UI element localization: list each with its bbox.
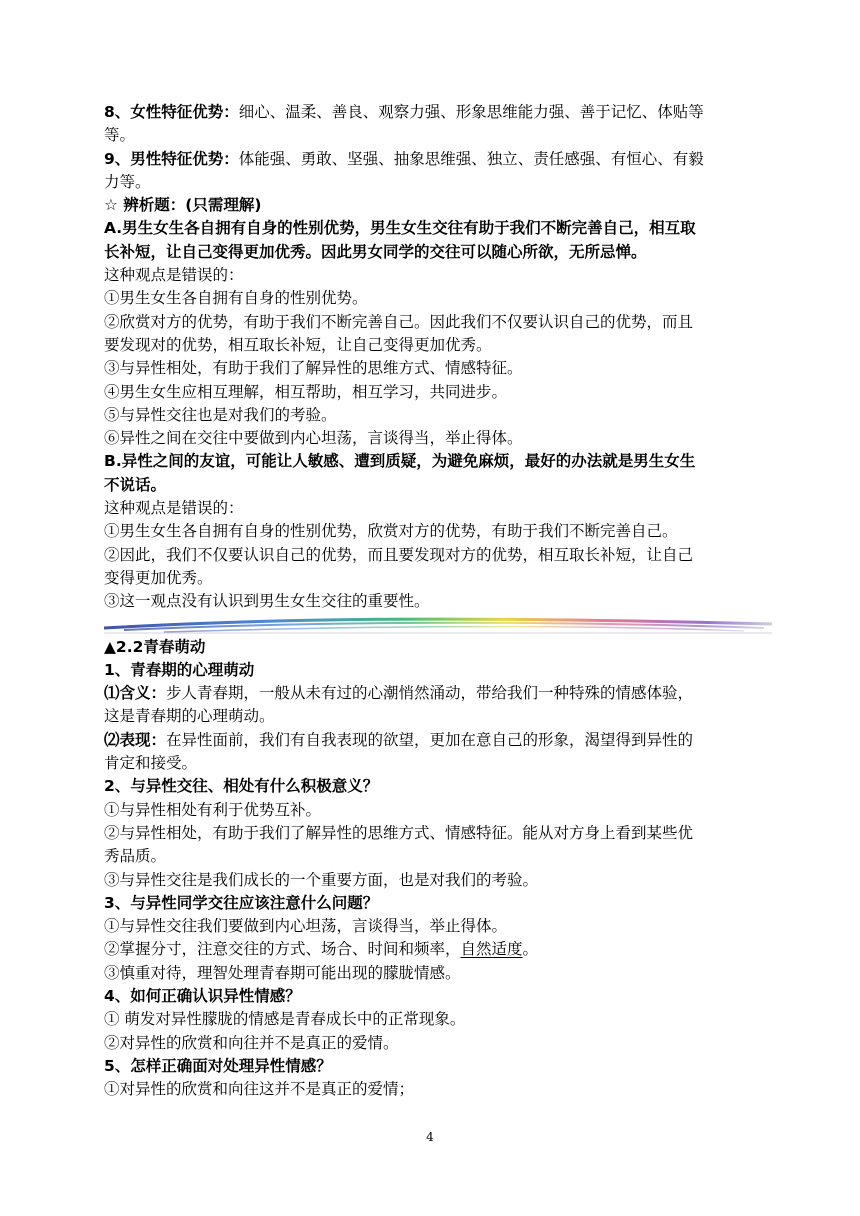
text-line — [104, 1055, 772, 1078]
text-line — [104, 799, 772, 822]
text-line — [104, 171, 772, 194]
body-text: 这种观点是错误的： — [104, 499, 244, 518]
text-line — [104, 334, 772, 357]
text-line — [104, 1078, 772, 1101]
body-text: ②对异性的欣赏和向往并不是真正的爱情。 — [104, 1033, 399, 1052]
text-line — [104, 636, 772, 659]
bold-text: 5、怎样正确面对处理异性情感？ — [104, 1056, 332, 1075]
text-line — [104, 729, 772, 752]
body-text: 等。 — [104, 126, 136, 145]
body-text: 体能强、勇敢、坚强、抽象思维强、独立、责任感强、有恒心、有毅 — [238, 149, 704, 168]
bold-text: ⑴含义： — [104, 684, 167, 703]
body-text: 力等。 — [104, 172, 151, 191]
body-text: ④男生女生应相互理解，相互帮助，相互学习，共同进步。 — [104, 382, 508, 401]
text-line — [104, 659, 772, 682]
text-line — [104, 869, 772, 892]
text-line — [104, 938, 772, 961]
body-text: ③与异性相处，有助于我们了解异性的思维方式、情感特征。 — [104, 359, 523, 378]
bold-text: 不说话。 — [104, 475, 167, 494]
bold-text: 9、男性特征优势： — [104, 149, 239, 168]
body-text: ①与异性相处有利于优势互补。 — [104, 800, 322, 819]
body-text: ⑥异性之间在交往中要做到内心坦荡，言谈得当，举止得体。 — [104, 429, 523, 448]
body-text: ①男生女生各自拥有自身的性别优势，欣赏对方的优势，有助于我们不断完善自己。 — [104, 522, 678, 541]
page-number: 4 — [426, 1130, 434, 1144]
text-line — [104, 148, 772, 171]
text-line — [104, 427, 772, 450]
text-line — [104, 311, 772, 334]
text-line — [104, 497, 772, 520]
text-line — [104, 590, 772, 613]
text-line — [104, 985, 772, 1008]
text-line — [104, 217, 772, 240]
text-line — [104, 892, 772, 915]
body-text: ②与异性相处，有助于我们了解异性的思维方式、情感特征。能从对方身上看到某些优 — [104, 823, 694, 842]
body-text: 这种观点是错误的： — [104, 266, 244, 285]
body-text: 在异性面前，我们有自我表现的欲望，更加在意自己的形象，渴望得到异性的 — [166, 730, 694, 749]
body-text: 要发现对的优势，相互取长补短，让自己变得更加优秀。 — [104, 335, 492, 354]
body-text: ①与异性交往我们要做到内心坦荡，言谈得当，举止得体。 — [104, 917, 508, 936]
body-text: ③这一观点没有认识到男生女生交往的重要性。 — [104, 592, 430, 611]
text-line — [104, 822, 772, 845]
body-text: ②欣赏对方的优势，有助于我们不断完善自己。因此我们不仅要认识自己的优势，而且 — [104, 312, 694, 331]
body-text: ①对异性的欣赏和向往这并不是真正的爱情； — [104, 1080, 415, 1099]
text-line — [104, 474, 772, 497]
section-distinction-questions — [104, 101, 772, 614]
body-text: ⑤与异性交往也是对我们的考验。 — [104, 405, 337, 424]
text-line — [104, 1008, 772, 1031]
bold-text: ☆ 辨析题：(只需理解) — [104, 196, 262, 215]
body-text: ②掌握分寸，注意交往的方式、场合、时间和频率， — [104, 940, 461, 959]
text-line — [104, 682, 772, 705]
body-text: 变得更加优秀。 — [104, 568, 213, 587]
text-line — [104, 962, 772, 985]
body-text: 。 — [522, 940, 539, 959]
bold-text: B.异性之间的友谊，可能让人敏感、遭到质疑，为避免麻烦，最好的办法就是男生女生 — [104, 452, 696, 471]
text-line — [104, 567, 772, 590]
body-text: ③慎重对待，理智处理青春期可能出现的朦胧情感。 — [104, 963, 461, 982]
body-text: 这是青春期的心理萌动。 — [104, 707, 275, 726]
text-line — [104, 1032, 772, 1055]
text-line — [104, 194, 772, 217]
document-body — [104, 101, 772, 1101]
bold-text: 4、如何正确认识异性情感？ — [104, 986, 301, 1005]
text-line — [104, 845, 772, 868]
bold-text: ⑵表现： — [104, 730, 167, 749]
body-text: ②因此，我们不仅要认识自己的优势，而且要发现对方的优势，相互取长补短，让自己 — [104, 545, 694, 564]
text-line — [104, 705, 772, 728]
body-text: ①男生女生各自拥有自身的性别优势。 — [104, 289, 368, 308]
body-text: 步人青春期，一般从未有过的心潮悄然涌动，带给我们一种特殊的情感体验， — [166, 684, 694, 703]
text-line — [104, 357, 772, 380]
text-line — [104, 915, 772, 938]
section-youth-emotion — [104, 636, 772, 1102]
text-line — [104, 264, 772, 287]
text-line — [104, 520, 772, 543]
bold-text: 3、与异性同学交往应该注意什么问题？ — [104, 893, 379, 912]
text-line — [104, 241, 772, 264]
body-text: 肯定和接受。 — [104, 754, 198, 773]
text-line — [104, 775, 772, 798]
text-line — [104, 404, 772, 427]
bold-text: A.男生女生各自拥有自身的性别优势，男生女生交往有助于我们不断完善自己，相互取 — [104, 219, 696, 238]
text-line — [104, 544, 772, 567]
underlined-text: 自然适度 — [460, 940, 523, 959]
text-line — [104, 381, 772, 404]
body-text: 秀品质。 — [104, 847, 167, 866]
text-line — [104, 450, 772, 473]
body-text: ① 萌发对异性朦胧的情感是青春成长中的正常现象。 — [104, 1010, 466, 1029]
text-line — [104, 124, 772, 147]
text-line — [104, 752, 772, 775]
bold-text: 8、女性特征优势： — [104, 103, 239, 121]
decorative-divider — [104, 614, 772, 636]
text-line — [104, 287, 772, 310]
body-text: 细心、温柔、善良、观察力强、形象思维能力强、善于记忆、体贴等 — [238, 103, 704, 121]
body-text: ③与异性交往是我们成长的一个重要方面，也是对我们的考验。 — [104, 870, 539, 889]
bold-text: ▲2.2青春萌动 — [104, 637, 206, 656]
bold-text: 长补短，让自己变得更加优秀。因此男女同学的交往可以随心所欲，无所忌惮。 — [104, 242, 647, 261]
bold-text: 2、与异性交往、相处有什么积极意义？ — [104, 777, 379, 796]
text-line — [104, 101, 772, 124]
bold-text: 1、青春期的心理萌动 — [104, 660, 255, 679]
